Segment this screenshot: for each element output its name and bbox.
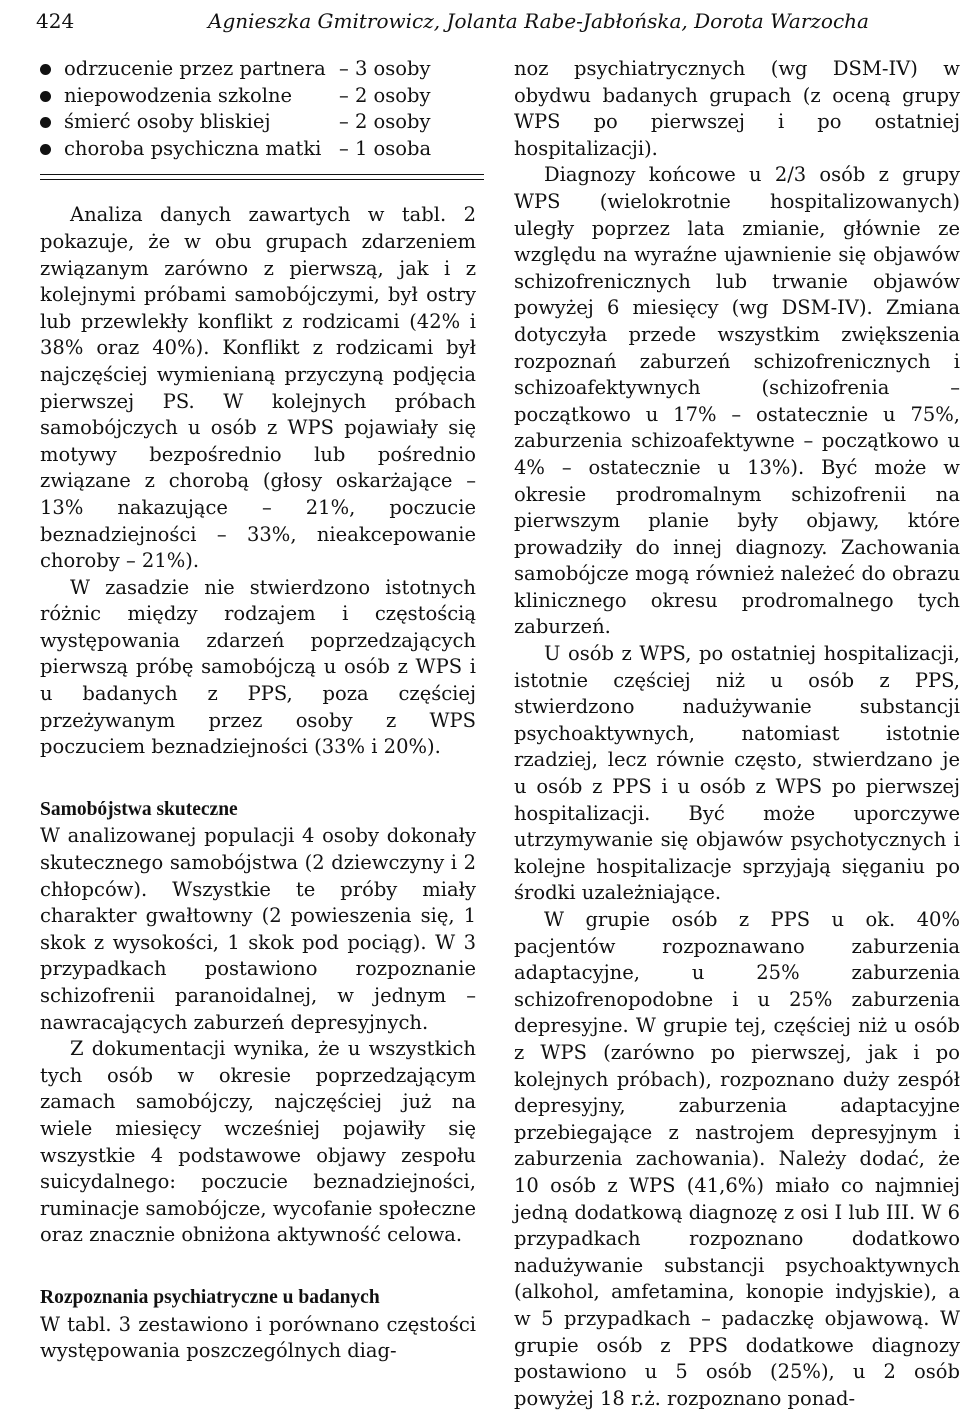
list-item-label: śmierć osoby bliskiej bbox=[64, 110, 271, 134]
bullet-list bbox=[40, 56, 476, 162]
bullet-dot-icon bbox=[40, 91, 51, 102]
list-item-label: niepowodzenia szkolne bbox=[64, 83, 293, 107]
list-item-count: – 1 osoba bbox=[339, 136, 432, 160]
list-item-count: – 3 osoby bbox=[339, 57, 431, 80]
list-item bbox=[40, 136, 476, 163]
paragraph: Diagnozy końcowe u 2/3 osób z grupy WPS (wielokrotnie hospitalizowanych) uległy poprzez lata zmianie, głównie ze względu na wyraźne ujawnienie się objawów schizofrenicznych lub trwanie objawów powyżej 6 miesięcy (wg DSM-IV). Zmiana dotyczyła przede wszystkim zwiększenia rozpoznań zaburzeń schizofrenicznych i schizoafektywnych (schizofrenia – początkowo u 17% – ostatecznie u 75%, zaburzenia schizoafektywne – początkowo u 4% – ostatecznie u 13%). Być może w okresie prodromalnym schizofrenii na pierwszym planie były objawy, które prowadziły do innej diagnozy. Zachowania samobójcze mogą również należeć do obrazu klinicznego okresu prodromalnego tych zaburzeń. bbox=[514, 163, 960, 639]
list-item bbox=[40, 56, 476, 83]
running-title: Agnieszka Gmitrowicz, Jolanta Rabe-Jabłońska, Dorota Warzocha bbox=[208, 9, 869, 33]
bullet-dot-icon bbox=[40, 64, 51, 75]
paragraph: W grupie osób z PPS u ok. 40% pacjentów rozpoznawano zaburzenia adaptacyjne, u 25% zaburzenia schizofrenopodobne i u 25% zaburzenia depresyjne. W grupie tej, częściej niż u osób z WPS (zarówno po pierwszej, jak i po kolejnych próbach), rozpoznano duży zespół depresyjny, zaburzenia adaptacyjne przebiegające z nastrojem depresyjnym i zaburzenia zachowania). Należy dodać, że 10 osób z WPS (41,6%) miało co najmniej jedną dodatkową diagnozę z osi I lub III. W 6 przypadkach rozpoznano dodatkowo nadużywanie substancji psychoaktywnych (alkohol, amfetamina, konopie indyjskie), a w 5 przypadkach – padaczkę objawową. W grupie osób z PPS dodatkowe diagnozy postawiono u 5 osób (25%), u 2 osób powyżej 18 r.ż. rozpoznano ponad- bbox=[514, 908, 960, 1410]
right-column bbox=[514, 56, 960, 1412]
paragraph: Analiza danych zawartych w tabl. 2 pokazuje, że w obu grupach zdarzeniem związanym zarówno z pierwszą, jak i z kolejnymi próbami samobójczymi, był ostry lub przewlekły konflikt z rodzicami (42% i 38% oraz 40%). Konflikt z rodzicami był najczęściej wymienianą przyczyną podjęcia pierwszej PS. W kolejnych próbach samobójczych u osób z WPS pojawiały się motywy bezpośrednio lub pośrednio związane z chorobą (głosy oskarżające – 13% nakazujące – 21%, poczucie beznadziejności – 33%, nieakcepowanie choroby – 21%). bbox=[40, 203, 476, 573]
paragraph: W zasadzie nie stwierdzono istotnych różnic między rodzajem i częstością występowania zdarzeń poprzedzających pierwszą próbę samobójczą u osób z WPS i u badanych z PPS, poza częściej przeżywanym przez osoby z WPS poczuciem beznadziejności (33% i 20%). bbox=[40, 575, 476, 759]
paragraph: W tabl. 3 zestawiono i porównano częstości występowania poszczególnych diag- bbox=[40, 1312, 476, 1363]
paragraph: Z dokumentacji wynika, że u wszystkich tych osób w okresie poprzedzającym zamach samobójczy, najczęściej już na wiele miesięcy wcześniej pojawiły się wszystkie 4 podstawowe objawy zespołu suicydalnego: poczucie beznadziejności, ruminacje samobójcze, wycofanie społeczne oraz znacznie obniżona aktywność celowa. bbox=[40, 1037, 476, 1247]
list-item bbox=[40, 83, 476, 110]
bullet-dot-icon bbox=[40, 144, 51, 155]
left-column bbox=[40, 56, 476, 1365]
section-heading: Samobójstwa skuteczne bbox=[40, 798, 238, 820]
paragraph: W analizowanej populacji 4 osoby dokonały skutecznego samobójstwa (2 dziewczyny i 2 chłopców). Wszystkie te próby miały charakter gwałtowny (2 powieszenia się, 1 skok z wysokości, 1 skok pod pociąg). W 3 przypadkach postawiono rozpoznanie schizofrenii paranoidalnej, w jednym – nawracających zaburzeń depresyjnych. bbox=[40, 824, 476, 1034]
bullet-dot-icon bbox=[40, 117, 51, 128]
paragraph: noz psychiatrycznych (wg DSM-IV) w obydwu badanych grupach (z oceną grupy WPS po pierwszej i po ostatniej hospitalizacji). bbox=[514, 57, 960, 160]
list-item-count: – 2 osoby bbox=[339, 110, 431, 134]
section-heading: Rozpoznania psychiatryczne u badanych bbox=[40, 1286, 380, 1308]
list-item-count: – 2 osoby bbox=[339, 83, 431, 107]
page-number: 424 bbox=[36, 9, 75, 33]
list-item bbox=[40, 109, 476, 136]
list-item-label: odrzucenie przez partnera bbox=[64, 57, 326, 80]
paragraph: U osób z WPS, po ostatniej hospitalizacji, istotnie częściej niż u osób z PPS, stwierdzono nadużywanie substancji psychoaktywnych, natomiast istotnie rzadziej, lecz równie często, stwierdzano je u osób z PPS i u osób z WPS po pierwszej hospitalizacji. Być może uporczywe utrzymywanie się objawów psychotycznych i kolejne hospitalizacje sprzyjają sięganiu po środki uzależniające. bbox=[514, 642, 960, 905]
list-item-label: choroba psychiczna matki bbox=[64, 136, 322, 160]
running-head bbox=[36, 6, 926, 36]
